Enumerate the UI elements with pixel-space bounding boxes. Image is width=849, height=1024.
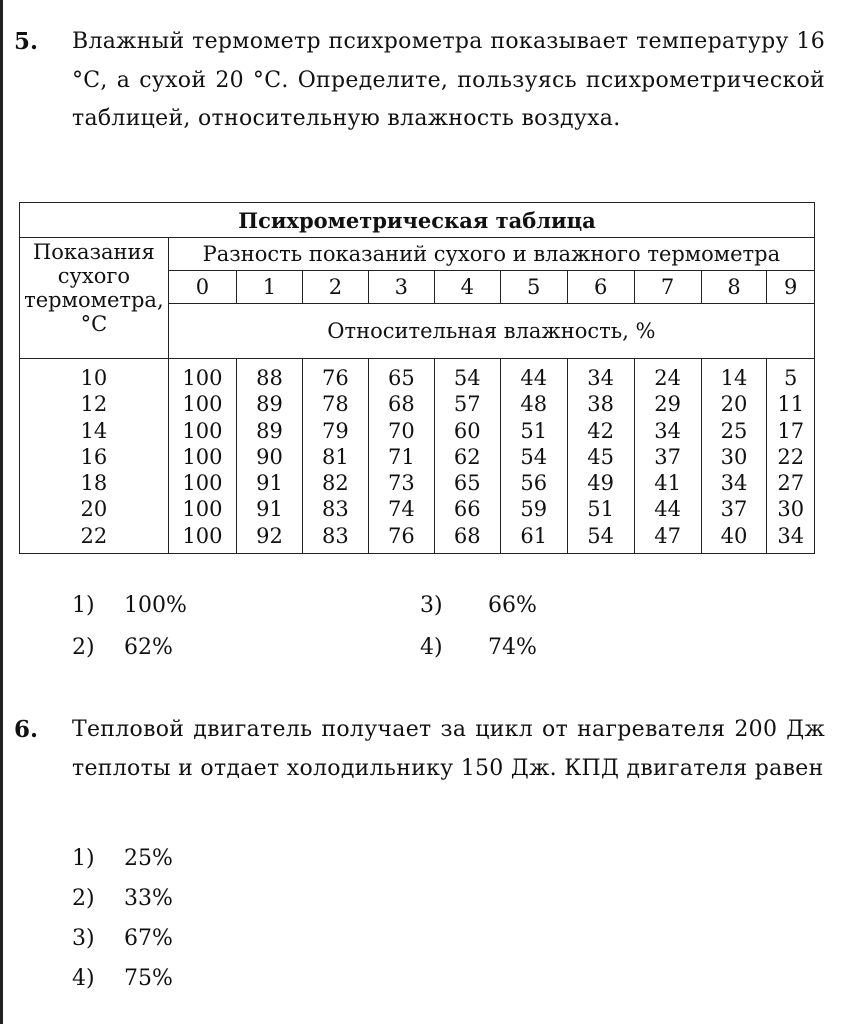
- humidity-cell: 34: [587, 366, 615, 390]
- humidity-cell: 5: [784, 366, 798, 390]
- question-text: Тепловой двигатель получает за цикл от нагревателя 200 Дж теплоты и отдает холодильнику 150 Дж. КПД двигателя равен: [72, 717, 825, 781]
- humidity-cell: 34: [654, 418, 681, 443]
- humidity-cell: 100: [182, 523, 223, 548]
- column-header: 8: [701, 271, 767, 304]
- humidity-cell: 20: [720, 392, 748, 417]
- humidity-cell: 62: [453, 444, 481, 469]
- temperature-cell: 22: [80, 523, 108, 548]
- answer-option[interactable]: 2) 33%: [72, 886, 173, 911]
- humidity-cell: 91: [256, 497, 283, 522]
- humidity-column: [567, 359, 634, 554]
- column-header: 3: [368, 271, 434, 304]
- humidity-cell: 100: [182, 392, 223, 417]
- humidity-cell: 42: [587, 418, 615, 443]
- humidity-column: [634, 359, 701, 554]
- humidity-cell: 70: [387, 418, 415, 443]
- row-header-dry-thermometer: Показания сухого термометра, °С: [20, 238, 169, 359]
- humidity-cell: 82: [322, 471, 349, 496]
- answer-option[interactable]: 3) 67%: [72, 926, 173, 951]
- column-header: 9: [767, 271, 815, 304]
- column-header: 6: [567, 271, 634, 304]
- humidity-cell: 100: [182, 471, 223, 496]
- humidity-cell: 100: [182, 366, 223, 390]
- temperature-cell: 18: [80, 471, 108, 496]
- humidity-cell: 34: [777, 523, 805, 548]
- diff-header: Разность показаний сухого и влажного термометра: [168, 238, 814, 271]
- temperature-cell: 20: [80, 497, 108, 522]
- humidity-cell: 71: [387, 444, 415, 469]
- column-header: 7: [634, 271, 701, 304]
- humidity-cell: 51: [520, 418, 548, 443]
- humidity-cell: 100: [182, 418, 223, 443]
- humidity-cell: 68: [453, 523, 481, 548]
- temperature-cell: 14: [80, 418, 108, 443]
- temperature-cell: 12: [80, 392, 108, 417]
- humidity-cell: 38: [587, 392, 615, 417]
- humidity-cell: 83: [322, 523, 349, 548]
- question-number: 6.: [14, 716, 39, 743]
- humidity-cell: 76: [387, 523, 415, 548]
- humidity-cell: 22: [777, 444, 805, 469]
- humidity-column: [237, 359, 303, 554]
- rh-header: Относительная влажность, %: [168, 304, 814, 359]
- humidity-cell: 25: [720, 418, 748, 443]
- humidity-cell: 89: [256, 392, 283, 417]
- humidity-cell: 44: [654, 497, 681, 522]
- humidity-cell: 37: [720, 497, 748, 522]
- humidity-cell: 24: [654, 366, 681, 390]
- humidity-cell: 34: [720, 471, 748, 496]
- answer-option[interactable]: 3) 66%: [420, 593, 537, 618]
- column-header: 5: [500, 271, 567, 304]
- humidity-cell: 30: [777, 497, 805, 522]
- question-number: 5.: [14, 28, 39, 55]
- humidity-cell: 66: [453, 497, 481, 522]
- humidity-cell: 14: [720, 366, 748, 390]
- humidity-cell: 74: [387, 497, 415, 522]
- humidity-cell: 37: [654, 444, 681, 469]
- humidity-column: [368, 359, 434, 554]
- humidity-cell: 92: [256, 523, 283, 548]
- answer-option[interactable]: 1) 25%: [72, 846, 173, 871]
- humidity-cell: 54: [587, 523, 615, 548]
- humidity-cell: 45: [587, 444, 615, 469]
- humidity-cell: 68: [387, 392, 415, 417]
- question-text: Влажный термометр психрометра показывает температуру 16 °С, а сухой 20 °С. Определите, пользуясь психрометрической таблицей, относительную влажность воздуха.: [72, 29, 825, 131]
- humidity-cell: 27: [777, 471, 805, 496]
- column-header: 0: [168, 271, 236, 304]
- humidity-cell: 47: [654, 523, 681, 548]
- humidity-cell: 48: [520, 392, 548, 417]
- humidity-cell: 65: [387, 366, 415, 390]
- humidity-cell: 40: [720, 523, 748, 548]
- humidity-column: [434, 359, 500, 554]
- humidity-cell: 11: [777, 392, 805, 417]
- humidity-cell: 56: [520, 471, 548, 496]
- humidity-cell: 90: [256, 444, 283, 469]
- humidity-cell: 49: [587, 471, 615, 496]
- humidity-column: [767, 359, 815, 554]
- humidity-cell: 17: [777, 418, 805, 443]
- humidity-cell: 81: [322, 444, 349, 469]
- humidity-cell: 54: [520, 444, 548, 469]
- column-header: 4: [434, 271, 500, 304]
- question-6: [14, 711, 825, 831]
- humidity-cell: 100: [182, 444, 223, 469]
- answer-option[interactable]: 1) 100%: [72, 593, 187, 618]
- humidity-column: [701, 359, 767, 554]
- humidity-cell: 29: [654, 392, 681, 417]
- humidity-cell: 76: [322, 366, 349, 390]
- page-left-rule: [0, 0, 3, 1024]
- answer-option[interactable]: 2) 62%: [72, 635, 173, 660]
- temperature-column: [20, 359, 169, 554]
- answer-option[interactable]: 4) 75%: [72, 966, 173, 991]
- column-header: 2: [302, 271, 368, 304]
- humidity-cell: 44: [520, 366, 548, 390]
- humidity-cell: 54: [453, 366, 481, 390]
- humidity-cell: 60: [453, 418, 481, 443]
- humidity-cell: 51: [587, 497, 615, 522]
- humidity-cell: 88: [256, 366, 283, 390]
- psychrometric-table: [19, 202, 815, 554]
- temperature-cell: 16: [80, 444, 108, 469]
- humidity-cell: 89: [256, 418, 283, 443]
- humidity-cell: 79: [322, 418, 349, 443]
- humidity-cell: 59: [520, 497, 548, 522]
- table-data-row: [20, 359, 815, 554]
- humidity-cell: 30: [720, 444, 748, 469]
- humidity-cell: 57: [453, 392, 481, 417]
- humidity-cell: 100: [182, 497, 223, 522]
- humidity-cell: 41: [654, 471, 681, 496]
- answer-option[interactable]: 4) 74%: [420, 635, 537, 660]
- table-title: Психрометрическая таблица: [20, 203, 815, 238]
- humidity-cell: 65: [453, 471, 481, 496]
- humidity-cell: 78: [322, 392, 349, 417]
- humidity-cell: 91: [256, 471, 283, 496]
- humidity-cell: 61: [520, 523, 548, 548]
- humidity-column: [168, 359, 236, 554]
- humidity-column: [302, 359, 368, 554]
- question-5: [14, 23, 825, 183]
- column-header: 1: [237, 271, 303, 304]
- humidity-cell: 83: [322, 497, 349, 522]
- humidity-column: [500, 359, 567, 554]
- humidity-cell: 73: [387, 471, 415, 496]
- temperature-cell: 10: [80, 366, 108, 390]
